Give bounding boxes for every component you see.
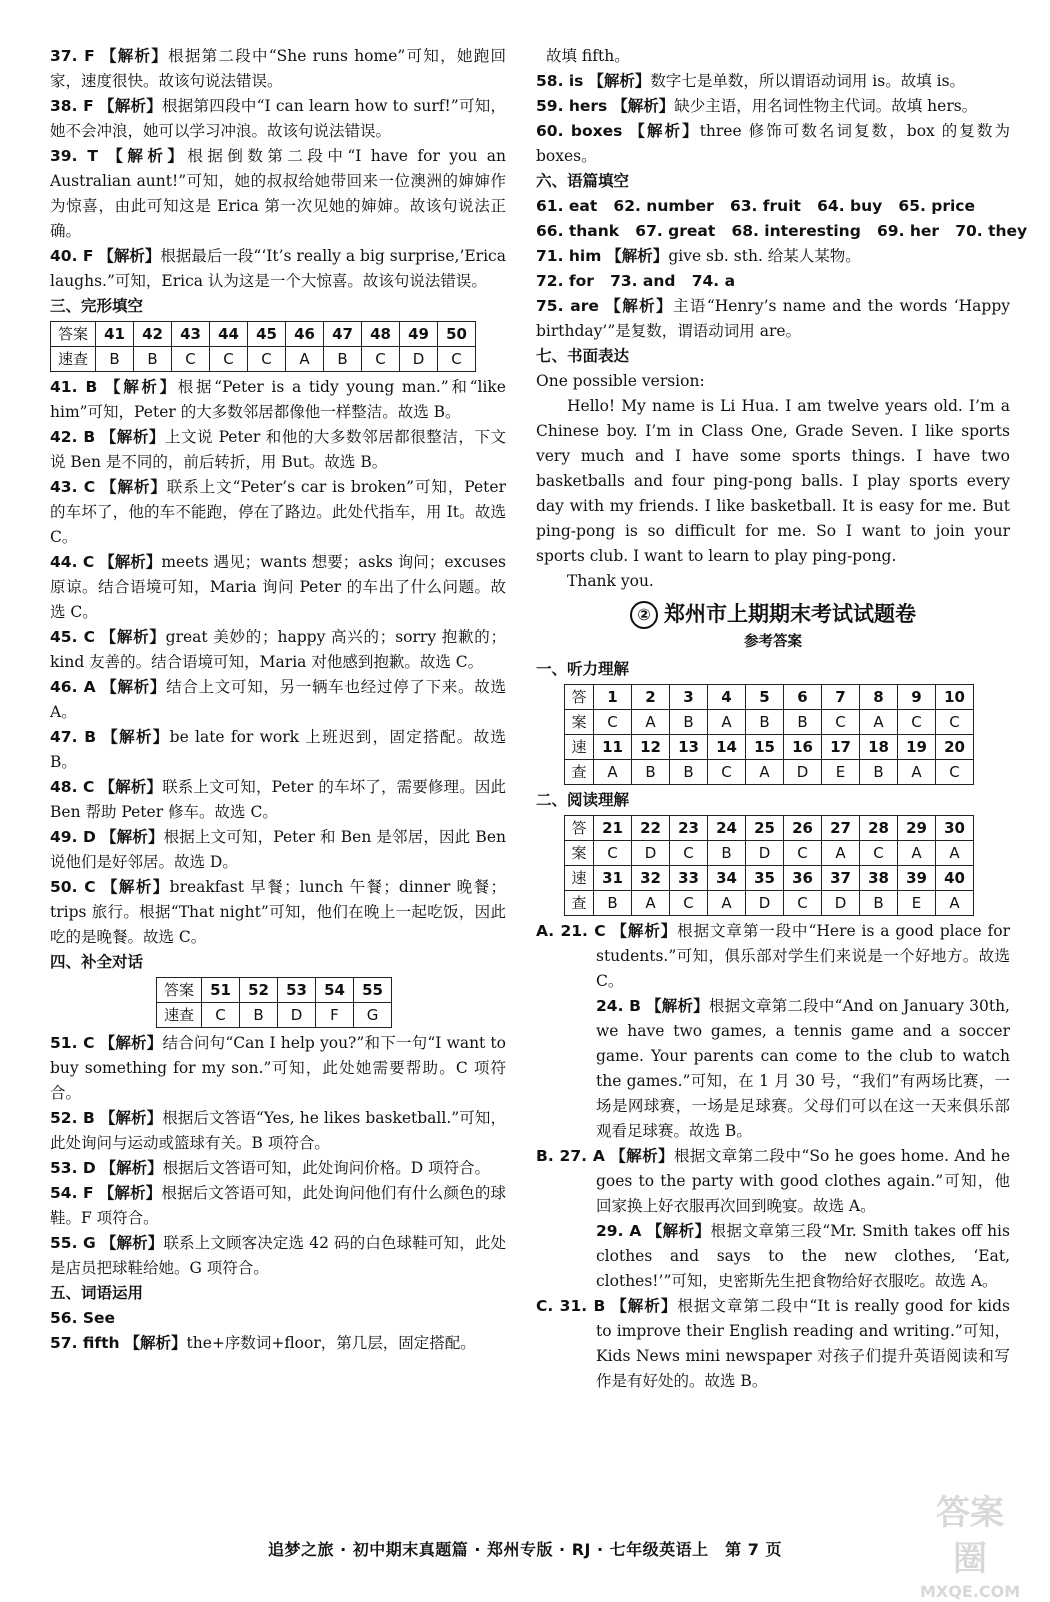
answer-52: 52. B 【解析】根据后文答语“Yes, he likes basketball.”可知，此处询问与运动或篮球有关。B 项符合。 xyxy=(50,1109,506,1152)
table-answer: B xyxy=(670,710,708,735)
table-question-number: 2 xyxy=(632,685,670,710)
answer-53: 53. D 【解析】根据后文答语可知，此处询问价格。D 项符合。 xyxy=(50,1159,491,1177)
section-title-passage-fill: 六、语篇填空 xyxy=(536,172,630,190)
table-question-number: 5 xyxy=(746,685,784,710)
answer-37: 37. F 【解析】根据第二段中“She runs home”可知，她跑回家，速度很快。故该句说法错误。 xyxy=(50,47,506,90)
table-answer: A xyxy=(746,760,784,785)
section-title-writing: 七、书面表达 xyxy=(536,347,630,365)
table-answer: A xyxy=(936,841,974,866)
table-answer: B xyxy=(324,347,362,372)
paper-number: ② xyxy=(630,601,658,629)
table-question-number: 45 xyxy=(248,322,286,347)
answer-56: 56. See xyxy=(50,1309,116,1327)
table-question-number: 55 xyxy=(354,978,392,1003)
table-question-number: 46 xyxy=(286,322,324,347)
answers-61-65: 61. eat 62. number 63. fruit 64. buy 65. price xyxy=(536,197,976,215)
table-answer: D xyxy=(400,347,438,372)
table-answer: B xyxy=(708,841,746,866)
table-answer: D xyxy=(746,841,784,866)
table-answer: E xyxy=(898,891,936,916)
answer-60: 60. boxes 【解析】three 修饰可数名词复数，box 的复数为 boxes。 xyxy=(536,122,1010,165)
table-header: 速查 xyxy=(51,347,96,372)
table-question-number: 24 xyxy=(708,816,746,841)
answer-51: 51. C 【解析】结合问句“Can I help you?”和下一句“I want to buy something for my son.”可知，此处她需要帮助。C 项符合。 xyxy=(50,1034,506,1102)
essay-body: Hello! My name is Li Hua. I am twelve years old. I’m a Chinese boy. I’m in Class One, Grade Seven. I like sports very much and I have some sports things. I have two basketballs and four ping-pong balls. I play sports every day with my friends. I like basketball. It is easy for me. But ping-pong is so difficult for me. So I want to join your sports club. I want to learn to play ping-pong. xyxy=(536,397,1010,565)
table-question-number: 25 xyxy=(746,816,784,841)
table-answer: E xyxy=(822,760,860,785)
table-question-number: 15 xyxy=(746,735,784,760)
table-answer: A xyxy=(632,710,670,735)
table-question-number: 37 xyxy=(822,866,860,891)
answer-38: 38. F 【解析】根据第四段中“I can learn how to surf!”可知，她不会冲浪，她可以学习冲浪。故该句说法错误。 xyxy=(50,97,506,140)
table-answer: C xyxy=(362,347,400,372)
answer-50: 50. C 【解析】breakfast 早餐；lunch 午餐；dinner 晚餐；trips 旅行。根据“That night”可知，他们在晚上一起吃饭，因此吃的是晚餐。故选 C。 xyxy=(50,878,506,946)
table-question-number: 49 xyxy=(400,322,438,347)
answer-41: 41. B 【解析】根据“Peter is a tidy young man.”和“like him”可知，Peter 的大多数邻居都像他一样整洁。故选 B。 xyxy=(50,378,506,421)
table-answer: C xyxy=(594,710,632,735)
table-question-number: 23 xyxy=(670,816,708,841)
answer-table-listening xyxy=(564,684,974,785)
paper-subtitle: 参考答案 xyxy=(744,634,802,650)
table-answer: A xyxy=(898,760,936,785)
essay-intro: One possible version: xyxy=(536,372,705,390)
table-answer: C xyxy=(784,841,822,866)
table-question-number: 30 xyxy=(936,816,974,841)
table-question-number: 27 xyxy=(822,816,860,841)
table-question-number: 35 xyxy=(746,866,784,891)
table-answer: A xyxy=(708,891,746,916)
table-answer: A xyxy=(708,710,746,735)
table-question-number: 51 xyxy=(202,978,240,1003)
table-answer: F xyxy=(316,1003,354,1028)
table-answer: C xyxy=(784,891,822,916)
reading-answer-24: 24. B 【解析】根据文章第二段中“And on January 30th, we have two games, a tennis game and a soccer game. Your parents can come to the club to watch the games.”可知，在 1 月 30 号，“我们”有两场比赛，一场是网球赛，一场是足球赛。父母们可以在这一天来俱乐部观看足球赛。故选 B。 xyxy=(596,997,1010,1140)
section-title-reading: 二、阅读理解 xyxy=(536,791,630,809)
table-question-number: 16 xyxy=(784,735,822,760)
table-question-number: 54 xyxy=(316,978,354,1003)
table-answer: A xyxy=(632,891,670,916)
table-question-number: 19 xyxy=(898,735,936,760)
answer-42: 42. B 【解析】上文说 Peter 和他的大多数邻居都很整洁，下文说 Ben 是不同的，前后转折，用 But。故选 B。 xyxy=(50,428,506,471)
table-header: 答案 xyxy=(51,322,96,347)
table-answer: C xyxy=(594,841,632,866)
answer-54: 54. F 【解析】根据后文答语可知，此处询问他们有什么颜色的球鞋。F 项符合。 xyxy=(50,1184,506,1227)
section-title-listening: 一、听力理解 xyxy=(536,660,630,678)
table-question-number: 22 xyxy=(632,816,670,841)
table-answer: C xyxy=(670,841,708,866)
table-answer: B xyxy=(594,891,632,916)
answer-39: 39. T 【解析】根据倒数第二段中“I have for you an Australian aunt!”可知，她的叔叔给她带回来一位澳洲的婶婶作为惊喜，由此可知这是 Erica 第一次见她的婶婶。故该句说法正确。 xyxy=(50,147,506,240)
answer-40: 40. F 【解析】根据最后一段“‘It’s really a big surprise,’Erica laughs.”可知，Erica 认为这是一个大惊喜。故该句说法错误。 xyxy=(50,247,506,290)
table-side-label: 答 xyxy=(565,816,594,841)
watermark-logo xyxy=(920,1490,1021,1601)
table-question-number: 48 xyxy=(362,322,400,347)
table-answer: A xyxy=(286,347,324,372)
watermark-text: 答案圈 xyxy=(936,1493,1004,1579)
table-side-label: 速 xyxy=(565,866,594,891)
table-question-number: 36 xyxy=(784,866,822,891)
answers-72-74: 72. for 73. and 74. a xyxy=(536,272,736,290)
table-side-label: 案 xyxy=(565,841,594,866)
table-answer: C xyxy=(708,760,746,785)
table-answer: A xyxy=(936,891,974,916)
essay-closing: Thank you. xyxy=(567,572,654,590)
table-answer: B xyxy=(632,760,670,785)
table-question-number: 47 xyxy=(324,322,362,347)
table-answer: A xyxy=(898,841,936,866)
table-answer: C xyxy=(898,710,936,735)
table-side-label: 案 xyxy=(565,710,594,735)
section-title-word-use: 五、词语运用 xyxy=(50,1284,144,1302)
reading-answer-31: C. 31. B 【解析】根据文章第二段中“It is really good for kids to improve their English reading and writing.”可知，Kids News mini newspaper 对孩子们提升英语阅读和写作是有好处的。故选 B。 xyxy=(536,1297,1010,1390)
paper-title: ② 郑州市上期期末考试试题卷 xyxy=(536,598,1010,630)
table-answer: C xyxy=(860,841,898,866)
table-answer: C xyxy=(202,1003,240,1028)
right-column xyxy=(536,44,1028,1394)
answer-57: 57. fifth 【解析】the+序数词+floor，第几层，固定搭配。 xyxy=(50,1334,476,1352)
table-answer: D xyxy=(822,891,860,916)
table-question-number: 40 xyxy=(936,866,974,891)
table-question-number: 31 xyxy=(594,866,632,891)
table-question-number: 29 xyxy=(898,816,936,841)
answer-75: 75. are 【解析】主语“Henry’s name and the words ‘Happy birthday’”是复数，谓语动词用 are。 xyxy=(536,297,1010,340)
answer-table-reading xyxy=(564,815,974,916)
table-answer: B xyxy=(96,347,134,372)
table-question-number: 26 xyxy=(784,816,822,841)
table-question-number: 20 xyxy=(936,735,974,760)
answer-43: 43. C 【解析】联系上文“Peter’s car is broken”可知，Peter 的车坏了，他的车不能跑，停在了路边。此处代指车，用 It。故选 C。 xyxy=(50,478,506,546)
left-column xyxy=(50,44,506,1356)
table-answer: B xyxy=(860,760,898,785)
table-question-number: 53 xyxy=(278,978,316,1003)
answers-66-70: 66. thank 67. great 68. interesting 69. her 70. they xyxy=(536,222,1028,240)
table-question-number: 32 xyxy=(632,866,670,891)
answer-48: 48. C 【解析】联系上文可知，Peter 的车坏了，需要修理。因此 Ben 帮助 Peter 修车。故选 C。 xyxy=(50,778,506,821)
table-answer: C xyxy=(210,347,248,372)
table-answer: D xyxy=(632,841,670,866)
table-question-number: 18 xyxy=(860,735,898,760)
table-question-number: 4 xyxy=(708,685,746,710)
answer-45: 45. C 【解析】great 美妙的；happy 高兴的；sorry 抱歉的；kind 友善的。结合语境可知，Maria 对他感到抱歉。故选 C。 xyxy=(50,628,506,671)
table-question-number: 7 xyxy=(822,685,860,710)
table-answer: C xyxy=(936,760,974,785)
table-question-number: 41 xyxy=(96,322,134,347)
table-answer: B xyxy=(746,710,784,735)
table-question-number: 33 xyxy=(670,866,708,891)
answer-table-dialogue xyxy=(156,977,392,1028)
answer-57-continued: 故填 fifth。 xyxy=(546,47,630,65)
table-question-number: 17 xyxy=(822,735,860,760)
table-answer: A xyxy=(860,710,898,735)
table-question-number: 42 xyxy=(134,322,172,347)
page-footer: 追梦之旅 · 初中期末真题篇 · 郑州专版 · RJ · 七年级英语上 第 7 页 xyxy=(268,1540,782,1559)
table-answer: B xyxy=(134,347,172,372)
table-answer: C xyxy=(670,891,708,916)
answer-47: 47. B 【解析】be late for work 上班迟到，固定搭配。故选 B。 xyxy=(50,728,506,771)
table-answer: C xyxy=(936,710,974,735)
table-question-number: 8 xyxy=(860,685,898,710)
table-question-number: 6 xyxy=(784,685,822,710)
table-question-number: 11 xyxy=(594,735,632,760)
table-question-number: 28 xyxy=(860,816,898,841)
table-answer: C xyxy=(822,710,860,735)
answer-55: 55. G 【解析】联系上文顾客决定选 42 码的白色球鞋可知，此处是店员把球鞋给她。G 项符合。 xyxy=(50,1234,506,1277)
reading-answer-21: A. 21. C 【解析】根据文章第一段中“Here is a good place for students.”可知，俱乐部对学生们来说是一个好地方。故选 C。 xyxy=(536,922,1010,990)
table-question-number: 13 xyxy=(670,735,708,760)
watermark-url: MXQE.COM xyxy=(920,1582,1021,1601)
table-question-number: 43 xyxy=(172,322,210,347)
answer-58: 58. is 【解析】数字七是单数，所以谓语动词用 is。故填 is。 xyxy=(536,72,966,90)
answer-71: 71. him 【解析】give sb. sth. 给某人某物。 xyxy=(536,247,861,265)
table-answer: D xyxy=(784,760,822,785)
answer-table-cloze xyxy=(50,321,476,372)
table-question-number: 1 xyxy=(594,685,632,710)
table-answer: C xyxy=(172,347,210,372)
table-side-label: 答 xyxy=(565,685,594,710)
table-answer: C xyxy=(248,347,286,372)
answer-59: 59. hers 【解析】缺少主语，用名词性物主代词。故填 hers。 xyxy=(536,97,978,115)
answer-46: 46. A 【解析】结合上文可知，另一辆车也经过停了下来。故选 A。 xyxy=(50,678,506,721)
table-question-number: 50 xyxy=(438,322,476,347)
table-answer: B xyxy=(240,1003,278,1028)
table-answer: A xyxy=(594,760,632,785)
answer-49: 49. D 【解析】根据上文可知，Peter 和 Ben 是邻居，因此 Ben 说他们是好邻居。故选 D。 xyxy=(50,828,506,871)
table-answer: D xyxy=(746,891,784,916)
table-question-number: 3 xyxy=(670,685,708,710)
table-question-number: 9 xyxy=(898,685,936,710)
section-title-cloze: 三、完形填空 xyxy=(50,297,144,315)
table-header: 答案 xyxy=(157,978,202,1003)
table-question-number: 34 xyxy=(708,866,746,891)
table-question-number: 52 xyxy=(240,978,278,1003)
table-question-number: 21 xyxy=(594,816,632,841)
table-side-label: 查 xyxy=(565,891,594,916)
table-answer: B xyxy=(860,891,898,916)
reading-answer-27: B. 27. A 【解析】根据文章第二段中“So he goes home. And he goes to the party with good clothes again.”可知，他回家换上好衣服再次回到晚宴。故选 A。 xyxy=(536,1147,1011,1215)
table-header: 速查 xyxy=(157,1003,202,1028)
reading-answer-29: 29. A 【解析】根据文章第三段“Mr. Smith takes off his clothes and says to the new clothes, ‘Eat, clothes!’”可知，史密斯先生把食物给好衣服吃。故选 A。 xyxy=(596,1222,1010,1290)
table-answer: C xyxy=(438,347,476,372)
table-question-number: 12 xyxy=(632,735,670,760)
section-title-dialogue: 四、补全对话 xyxy=(50,953,144,971)
table-question-number: 14 xyxy=(708,735,746,760)
table-question-number: 44 xyxy=(210,322,248,347)
table-question-number: 39 xyxy=(898,866,936,891)
table-answer: D xyxy=(278,1003,316,1028)
table-question-number: 38 xyxy=(860,866,898,891)
table-answer: B xyxy=(670,760,708,785)
table-answer: B xyxy=(784,710,822,735)
table-side-label: 速 xyxy=(565,735,594,760)
table-question-number: 10 xyxy=(936,685,974,710)
table-side-label: 查 xyxy=(565,760,594,785)
table-answer: A xyxy=(822,841,860,866)
table-answer: G xyxy=(354,1003,392,1028)
answer-44: 44. C 【解析】meets 遇见；wants 想要；asks 询问；excuses 原谅。结合语境可知，Maria 询问 Peter 的车出了什么问题。故选 C。 xyxy=(50,553,506,621)
